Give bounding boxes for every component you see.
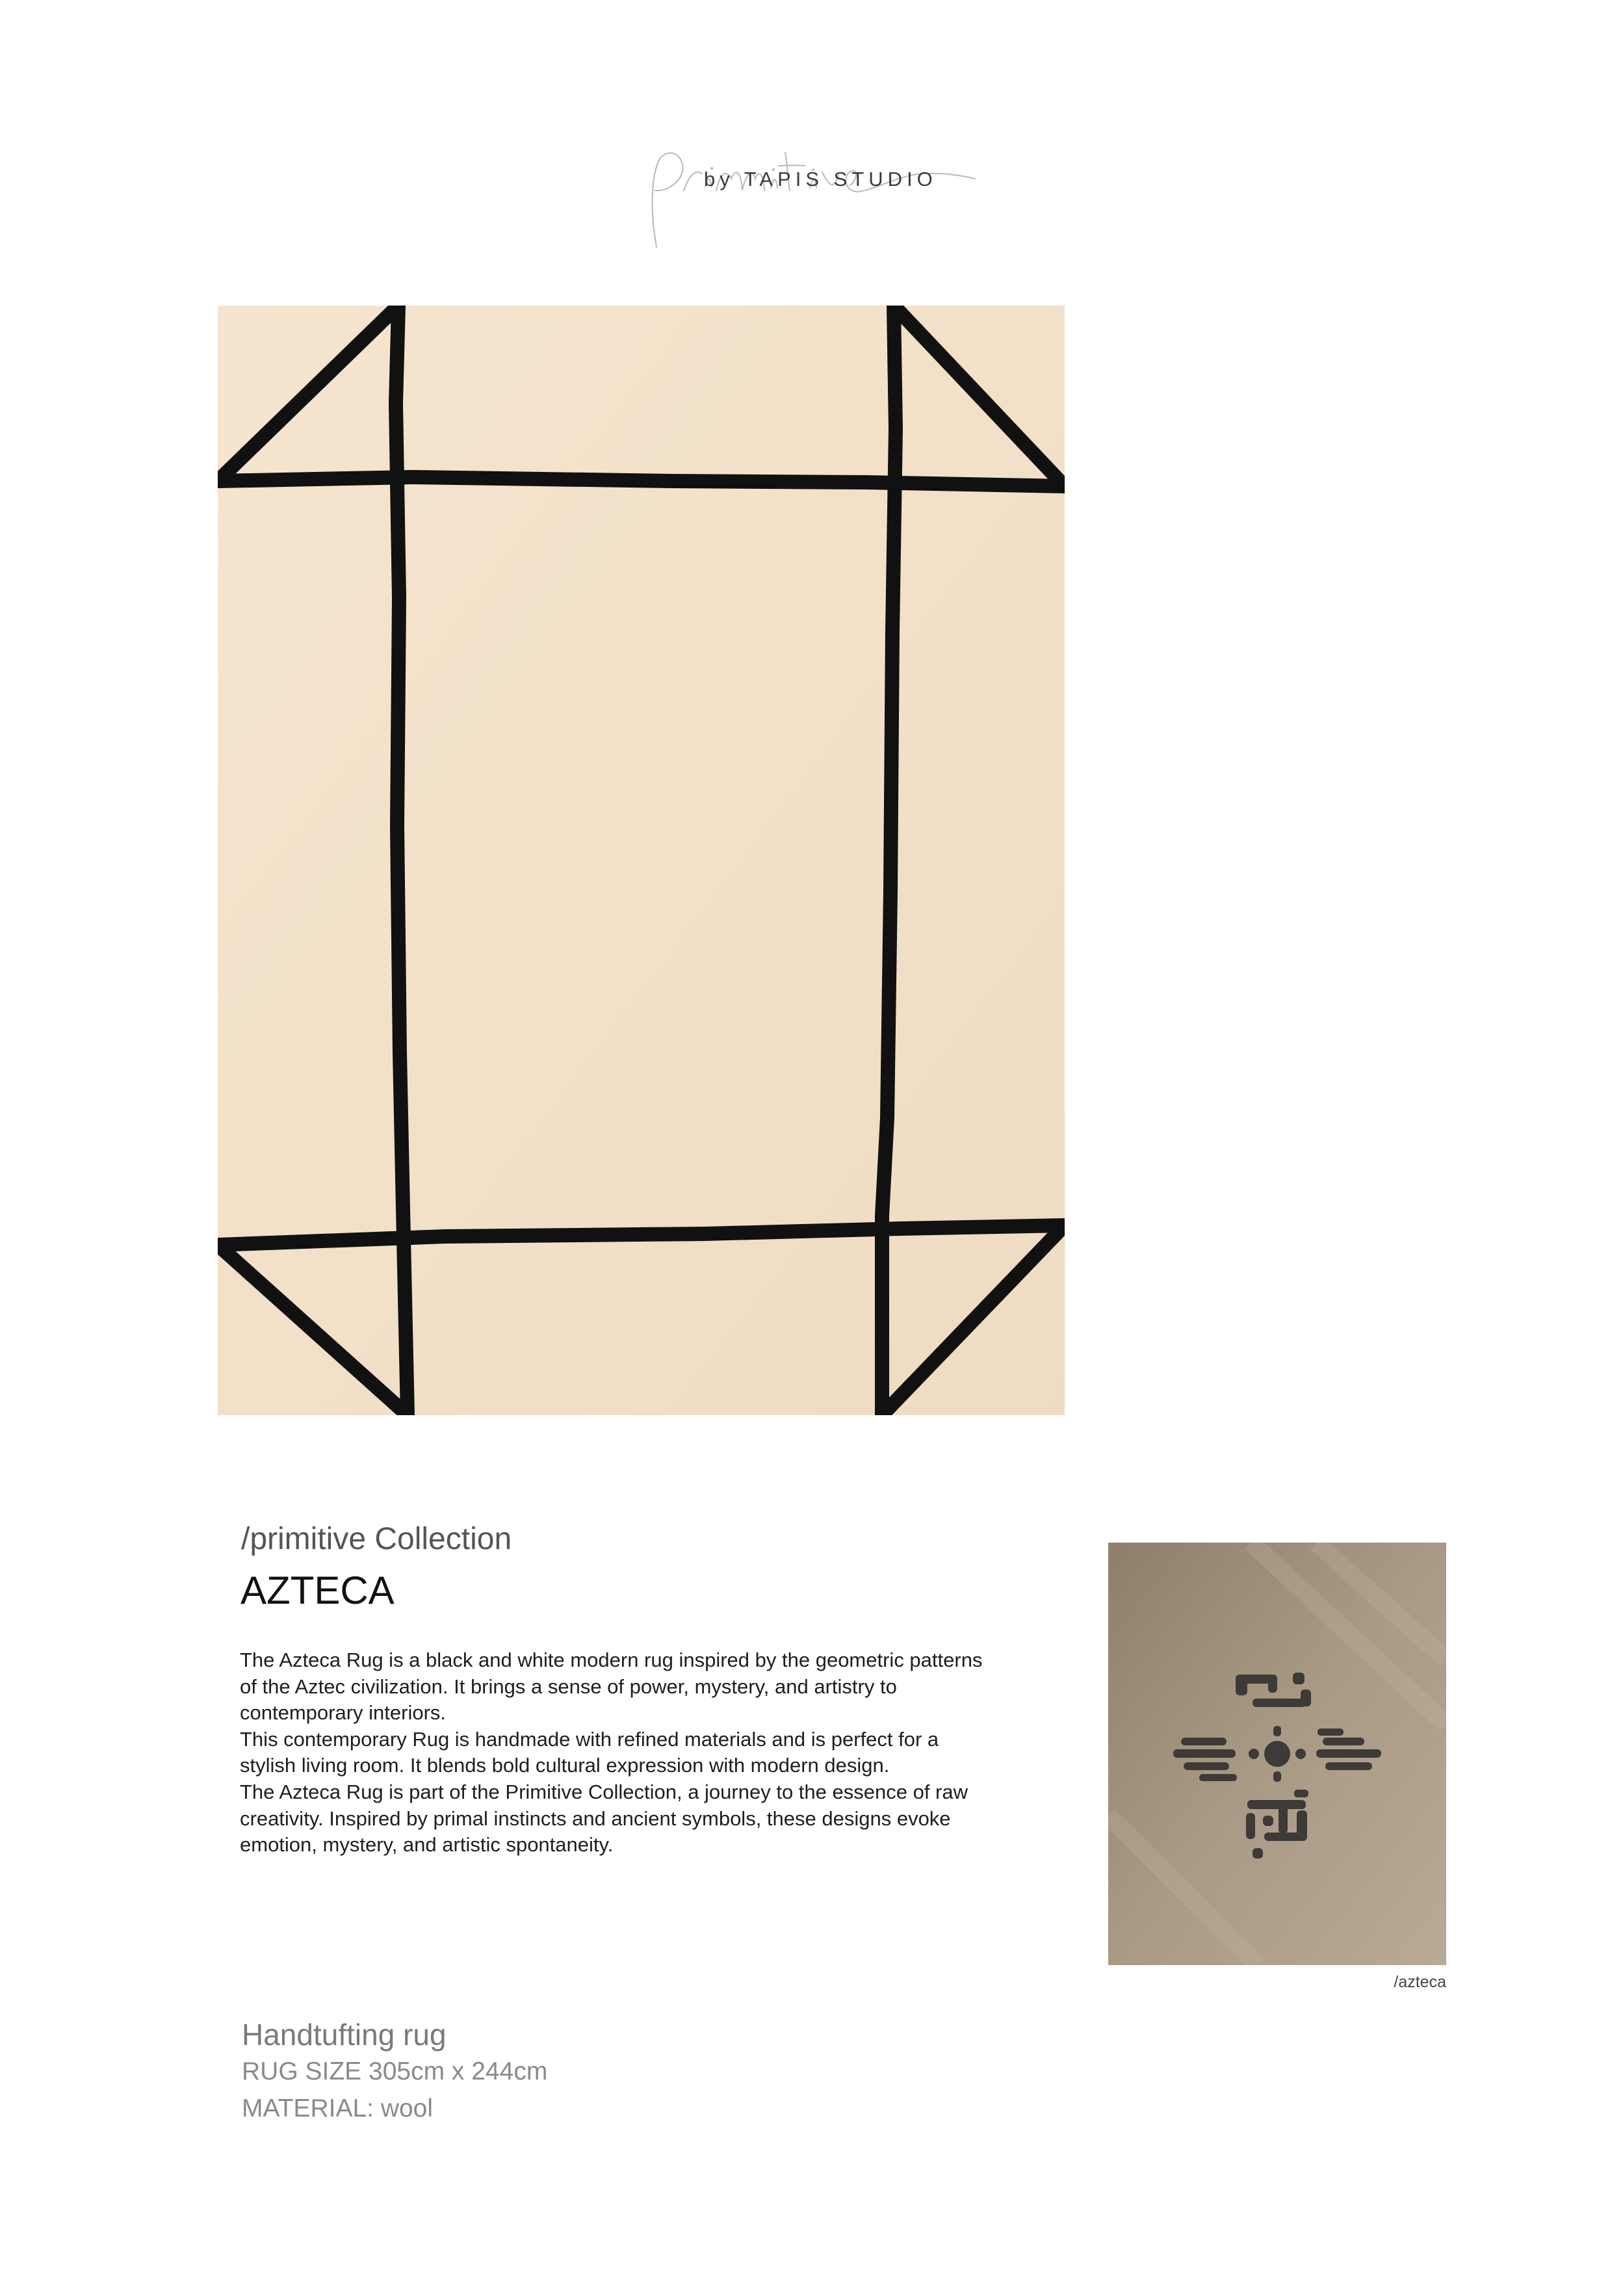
rug-type: Handtufting rug [242,2018,447,2052]
description-paragraph: The Azteca Rug is part of the Primitive Collection, a journey to the essence of raw creativity. Inspired by primal instincts and ancient symbols, these designs evoke emotion, mystery, and artistic spontaneity. [240,1780,968,1857]
brand-logo [643,140,981,257]
brand-byline: by TAPIS STUDIO [704,168,937,190]
rug-size: RUG SIZE 305cm x 244cm [242,2057,548,2085]
rug-image [218,306,1065,1415]
product-name: AZTECA [240,1569,395,1612]
collection-title: /primitive Collection [241,1522,512,1556]
description-paragraph: The Azteca Rug is a black and white modern rug inspired by the geometric patterns of the Aztec civilization. It brings a sense of power, mystery, and artistry to contemporary interiors. [240,1649,983,1725]
detail-caption: /azteca [1394,1973,1446,1991]
description-paragraph: This contemporary Rug is handmade with refined materials and is perfect for a stylish living room. It blends bold cultural expression with modern design. [240,1727,939,1777]
rug-detail-image [1108,1543,1446,1965]
product-description [240,1647,987,1859]
primitive-script-logo [643,140,981,257]
rug-material: MATERIAL: wool [242,2094,434,2122]
